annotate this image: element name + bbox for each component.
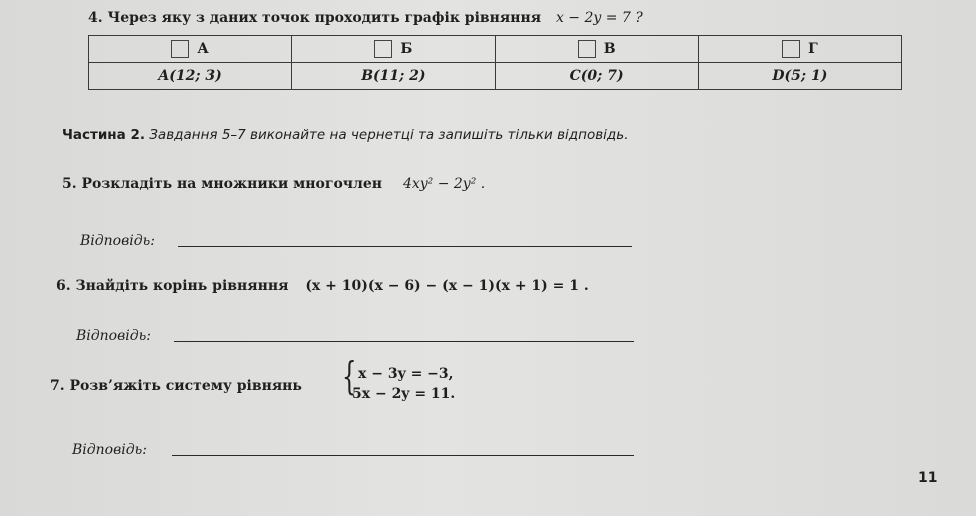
choice-g-letter: Г	[808, 41, 818, 57]
choice-b-checkbox[interactable]	[374, 40, 392, 58]
question-5-expression: 4xy² − 2y² .	[402, 176, 486, 192]
question-5-text: 5. Розкладіть на множники многочлен	[62, 176, 383, 192]
answer-label-7: Відповідь:	[72, 442, 147, 458]
choice-a-letter: А	[197, 41, 209, 57]
choice-letters-row	[89, 36, 902, 63]
answer-field-6[interactable]	[174, 341, 634, 342]
answer-field-5[interactable]	[178, 246, 632, 247]
part-2-heading	[62, 127, 629, 143]
answer-choices-table	[88, 35, 902, 90]
choice-b-cell	[292, 36, 495, 63]
choice-v-cell	[495, 36, 698, 63]
part-2-instruction: Завдання 5–7 виконайте на чернетці та запишіть тільки відповідь.	[149, 127, 629, 143]
choice-a-checkbox[interactable]	[171, 40, 189, 58]
question-6-text: 6. Знайдіть корінь рівняння	[56, 278, 289, 294]
question-6-expression: (x + 10)(x − 6) − (x − 1)(x + 1) = 1 .	[305, 278, 589, 294]
answer-field-7[interactable]	[172, 455, 634, 456]
choice-a-point: A(12; 3)	[89, 63, 292, 90]
choice-g-cell	[698, 36, 901, 63]
part-2-label: Частина 2.	[62, 127, 145, 143]
choice-b-letter: Б	[400, 41, 413, 57]
choice-v-checkbox[interactable]	[578, 40, 596, 58]
answer-label-5: Відповідь:	[80, 233, 155, 249]
choice-g-point: D(5; 1)	[698, 63, 901, 90]
system-equation-1: x − 3y = −3,	[358, 366, 454, 382]
choice-a-cell	[89, 36, 292, 63]
question-6	[56, 278, 589, 294]
question-7	[50, 378, 302, 394]
answer-label-6: Відповідь:	[76, 328, 151, 344]
system-brace: {	[342, 354, 357, 398]
choice-b-point: B(11; 2)	[292, 63, 495, 90]
question-4-equation: x − 2y = 7 ?	[555, 10, 643, 26]
choice-v-letter: В	[603, 41, 616, 57]
page-number: 11	[918, 470, 938, 486]
question-7-text: 7. Розв’яжіть систему рівнянь	[50, 378, 302, 394]
question-4	[88, 10, 643, 26]
question-4-text: 4. Через яку з даних точок проходить графік рівняння	[88, 10, 542, 26]
question-5	[62, 176, 485, 192]
choice-v-point: C(0; 7)	[495, 63, 698, 90]
system-equation-2: 5x − 2y = 11.	[352, 386, 456, 402]
choice-g-checkbox[interactable]	[782, 40, 800, 58]
choice-points-row	[89, 63, 902, 90]
